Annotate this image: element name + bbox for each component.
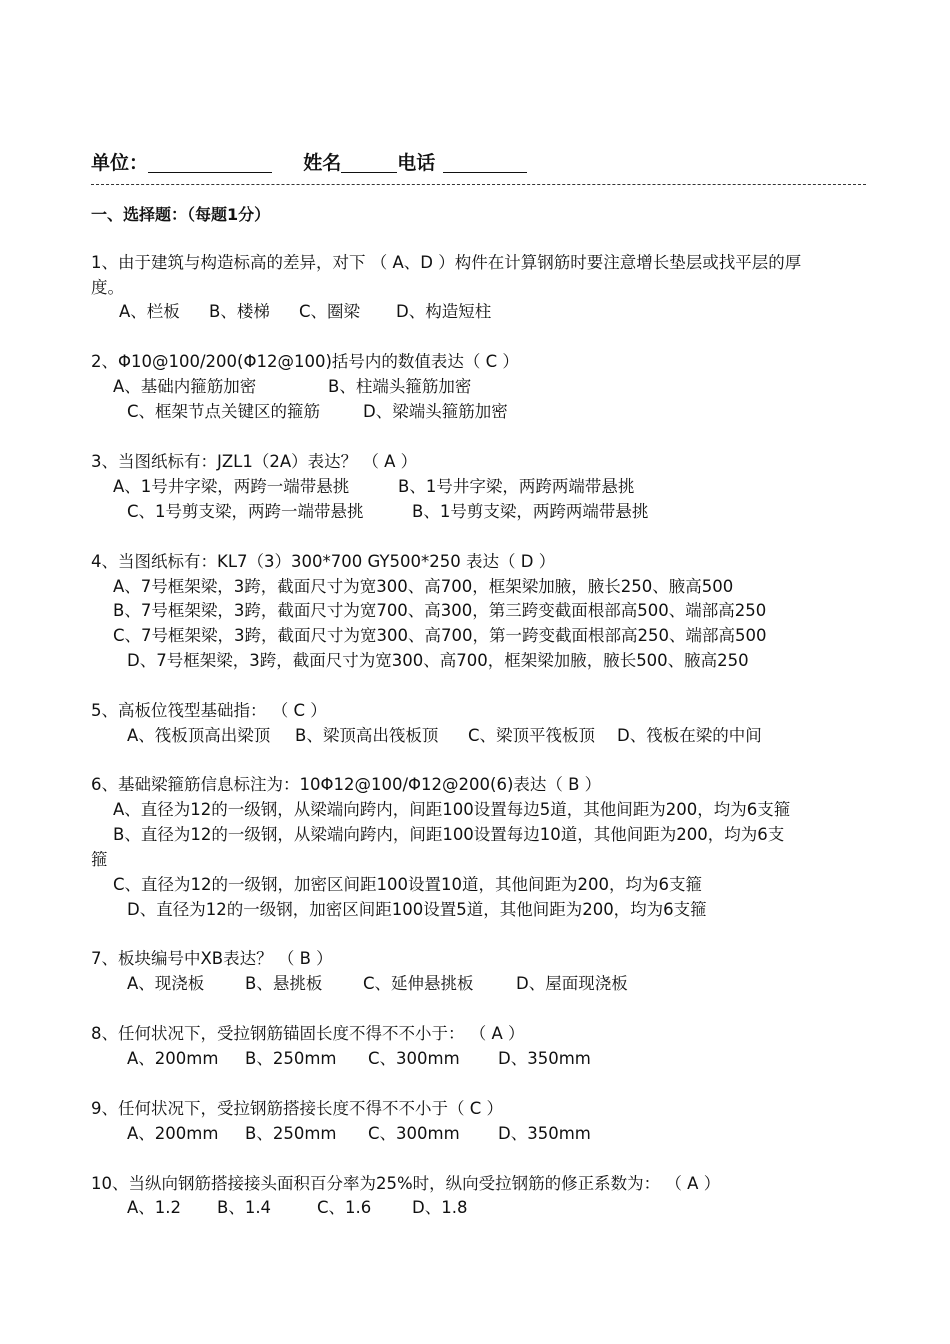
q9-option-d: D、350mm bbox=[498, 1124, 591, 1143]
q4-option-b: B、7号框架梁，3跨，截面尺寸为宽700、高300，第三跨变截面根部高500、端部高250 bbox=[113, 601, 767, 620]
q8-option-a: A、200mm bbox=[127, 1049, 219, 1068]
question-7-stem: 7、板块编号中XB表达？ （ B ） bbox=[91, 949, 333, 968]
q2-option-c: C、框架节点关键区的箍筋 bbox=[127, 402, 321, 421]
unit-blank[interactable] bbox=[148, 152, 272, 173]
question-6-stem: 6、基础梁箍筋信息标注为：10Φ12@100/Φ12@200(6)表达（ B ） bbox=[91, 775, 602, 794]
question-3-stem: 3、当图纸标有：JZL1（2A）表达？ （ A ） bbox=[91, 452, 418, 471]
q5-option-b: B、梁顶高出筏板顶 bbox=[295, 726, 439, 745]
q3-option-b: B、1号井字梁，两跨两端带悬挑 bbox=[398, 477, 635, 496]
q9-option-a: A、200mm bbox=[127, 1124, 219, 1143]
q1-option-d: D、构造短柱 bbox=[396, 302, 492, 321]
q1-option-c: C、圈梁 bbox=[299, 302, 361, 321]
q7-option-c: C、延伸悬挑板 bbox=[363, 974, 474, 993]
header-line bbox=[91, 148, 527, 175]
q3-option-c: C、1号剪支梁，两跨一端带悬挑 bbox=[127, 502, 364, 521]
name-blank[interactable] bbox=[341, 152, 397, 173]
question-4-stem: 4、当图纸标有：KL7（3）300*700 GY500*250 表达（ D ） bbox=[91, 552, 556, 571]
q6-option-b-cont: 箍 bbox=[91, 850, 108, 869]
q1-option-b: B、楼梯 bbox=[209, 302, 270, 321]
q7-option-b: B、悬挑板 bbox=[245, 974, 323, 993]
q4-option-a: A、7号框架梁，3跨，截面尺寸为宽300、高700，框架梁加腋，腋长250、腋高500 bbox=[113, 577, 734, 596]
q6-option-c: C、直径为12的一级钢，加密区间距100设置10道，其他间距为200，均为6支箍 bbox=[113, 875, 702, 894]
q3-option-a: A、1号井字梁，两跨一端带悬挑 bbox=[113, 477, 350, 496]
q10-option-c: C、1.6 bbox=[317, 1198, 372, 1217]
name-label: 姓名 bbox=[303, 152, 342, 174]
question-8-stem: 8、任何状况下，受拉钢筋锚固长度不得不不小于： （ A ） bbox=[91, 1024, 525, 1043]
q4-option-c: C、7号框架梁，3跨，截面尺寸为宽300、高700，第一跨变截面根部高250、端部高500 bbox=[113, 626, 767, 645]
question-1-stem-cont: 度。 bbox=[91, 278, 124, 297]
q9-option-b: B、250mm bbox=[245, 1124, 337, 1143]
question-9-stem: 9、任何状况下，受拉钢筋搭接长度不得不不小于（ C ） bbox=[91, 1099, 504, 1118]
q3-option-d: B、1号剪支梁，两跨两端带悬挑 bbox=[412, 502, 649, 521]
q6-option-b: B、直径为12的一级钢，从梁端向跨内，间距100设置每边10道，其他间距为200，均为6支 bbox=[113, 825, 785, 844]
q5-option-c: C、梁顶平筏板顶 bbox=[468, 726, 596, 745]
q10-option-d: D、1.8 bbox=[412, 1198, 468, 1217]
q2-option-a: A、基础内箍筋加密 bbox=[113, 377, 257, 396]
q5-option-a: A、筏板顶高出梁顶 bbox=[127, 726, 271, 745]
dashed-divider bbox=[91, 184, 866, 185]
phone-label: 电话 bbox=[397, 152, 436, 174]
q8-option-c: C、300mm bbox=[368, 1049, 460, 1068]
q7-option-a: A、现浇板 bbox=[127, 974, 205, 993]
unit-label: 单位： bbox=[91, 152, 149, 174]
q7-option-d: D、屋面现浇板 bbox=[516, 974, 628, 993]
q2-option-d: D、梁端头箍筋加密 bbox=[363, 402, 508, 421]
q6-option-d: D、直径为12的一级钢，加密区间距100设置5道，其他间距为200，均为6支箍 bbox=[127, 900, 707, 919]
q1-option-a: A、栏板 bbox=[119, 302, 180, 321]
q8-option-b: B、250mm bbox=[245, 1049, 337, 1068]
q10-option-a: A、1.2 bbox=[127, 1198, 182, 1217]
q8-option-d: D、350mm bbox=[498, 1049, 591, 1068]
question-2-stem: 2、Φ10@100/200(Φ12@100)括号内的数值表达（ C ） bbox=[91, 352, 519, 371]
question-1-stem: 1、由于建筑与构造标高的差异，对下 （ A、D ）构件在计算钢筋时要注意增长垫层或找平层的厚 bbox=[91, 253, 802, 272]
phone-blank[interactable] bbox=[443, 152, 527, 173]
question-10-stem: 10、当纵向钢筋搭接接头面积百分率为25%时，纵向受拉钢筋的修正系数为： （ A ） bbox=[91, 1174, 721, 1193]
q4-option-d: D、7号框架梁，3跨，截面尺寸为宽300、高700，框架梁加腋，腋长500、腋高250 bbox=[127, 651, 749, 670]
section-title: 一、选择题：（每题1分） bbox=[91, 205, 271, 224]
q10-option-b: B、1.4 bbox=[217, 1198, 272, 1217]
q9-option-c: C、300mm bbox=[368, 1124, 460, 1143]
q5-option-d: D、筏板在梁的中间 bbox=[617, 726, 762, 745]
q2-option-b: B、柱端头箍筋加密 bbox=[328, 377, 472, 396]
q6-option-a: A、直径为12的一级钢，从梁端向跨内，间距100设置每边5道，其他间距为200，均为6支箍 bbox=[113, 800, 791, 819]
question-5-stem: 5、高板位筏型基础指： （ C ） bbox=[91, 701, 327, 720]
